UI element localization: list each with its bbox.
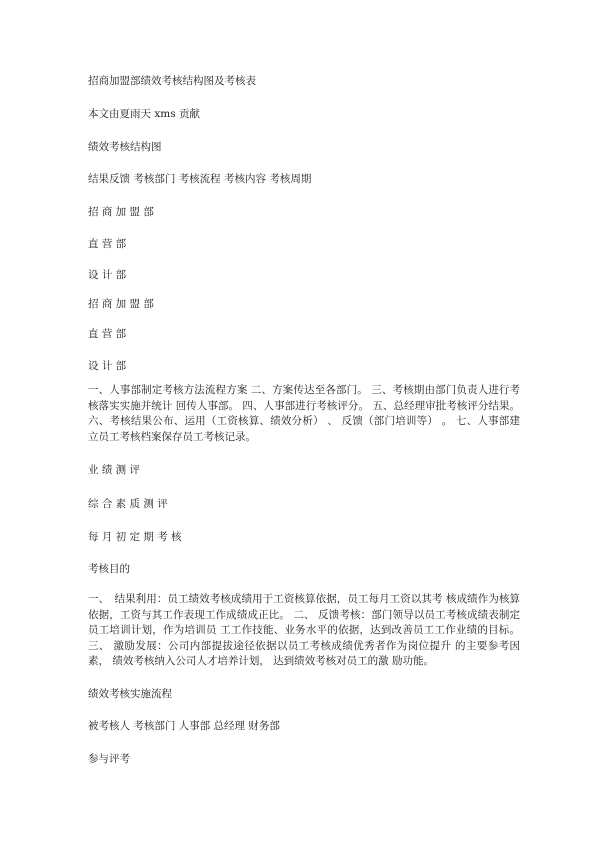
department-item: 直 营 部 [88,238,127,250]
purpose-heading: 考核目的 [88,563,130,575]
implementation-heading: 绩效考核实施流程 [88,688,172,700]
participation-line: 参与评考 [88,753,130,765]
content-item: 业 绩 测 评 [88,464,141,476]
participants-line: 被考核人 考核部门 人事部 总经理 财务部 [88,720,280,732]
department-item: 设 计 部 [88,360,127,372]
chart-headers: 结果反馈 考核部门 考核流程 考核内容 考核周期 [88,173,312,185]
department-item: 设 计 部 [88,269,127,281]
document-title: 招商加盟部绩效考核结构图及考核表 [88,75,256,87]
purpose-paragraph: 一、 结果利用：员工绩效考核成绩用于工资核算依据，员工每月工资以其考 核成绩作为核算依据，工资与其工作表现工作成绩成正比。 二、 反馈考核：部门领导以员工考核成绩表制定员工培训计划，作为培训员 工工作技能、业务水平的依据，达到改善员工工作业绩的目标。 三、 激励发展：公司内部提拔途径依据以员工考核成绩优秀者作为岗位提升 的主要参考因素， 绩效考核纳入公司人才培养计划， 达到绩效考核对员工的激 励功能。 [88,593,520,667]
structure-heading: 绩效考核结构图 [88,141,162,153]
department-item: 招 商 加 盟 部 [88,206,154,218]
process-paragraph: 一、人事部制定考核方法流程方案 二、方案传达至各部门。 三、考核期由部门负责人进行考核落实实施并统计 回传人事部。 四、人事部进行考核评分。 五、总经理审批考核评分结果。 六、考核结果公布、运用（工资核算、绩效分析） 、 反馈（部门培训等） 。 七、人事部建立员工考核档案保存员工考核记录。 [88,384,520,443]
department-item: 直 营 部 [88,328,127,340]
content-item: 每 月 初 定 期 考 核 [88,531,182,543]
contributor-line: 本文由夏雨天 xms 贡献 [88,108,200,120]
content-item: 综 合 素 质 测 评 [88,498,168,510]
department-item: 招 商 加 盟 部 [88,298,154,310]
